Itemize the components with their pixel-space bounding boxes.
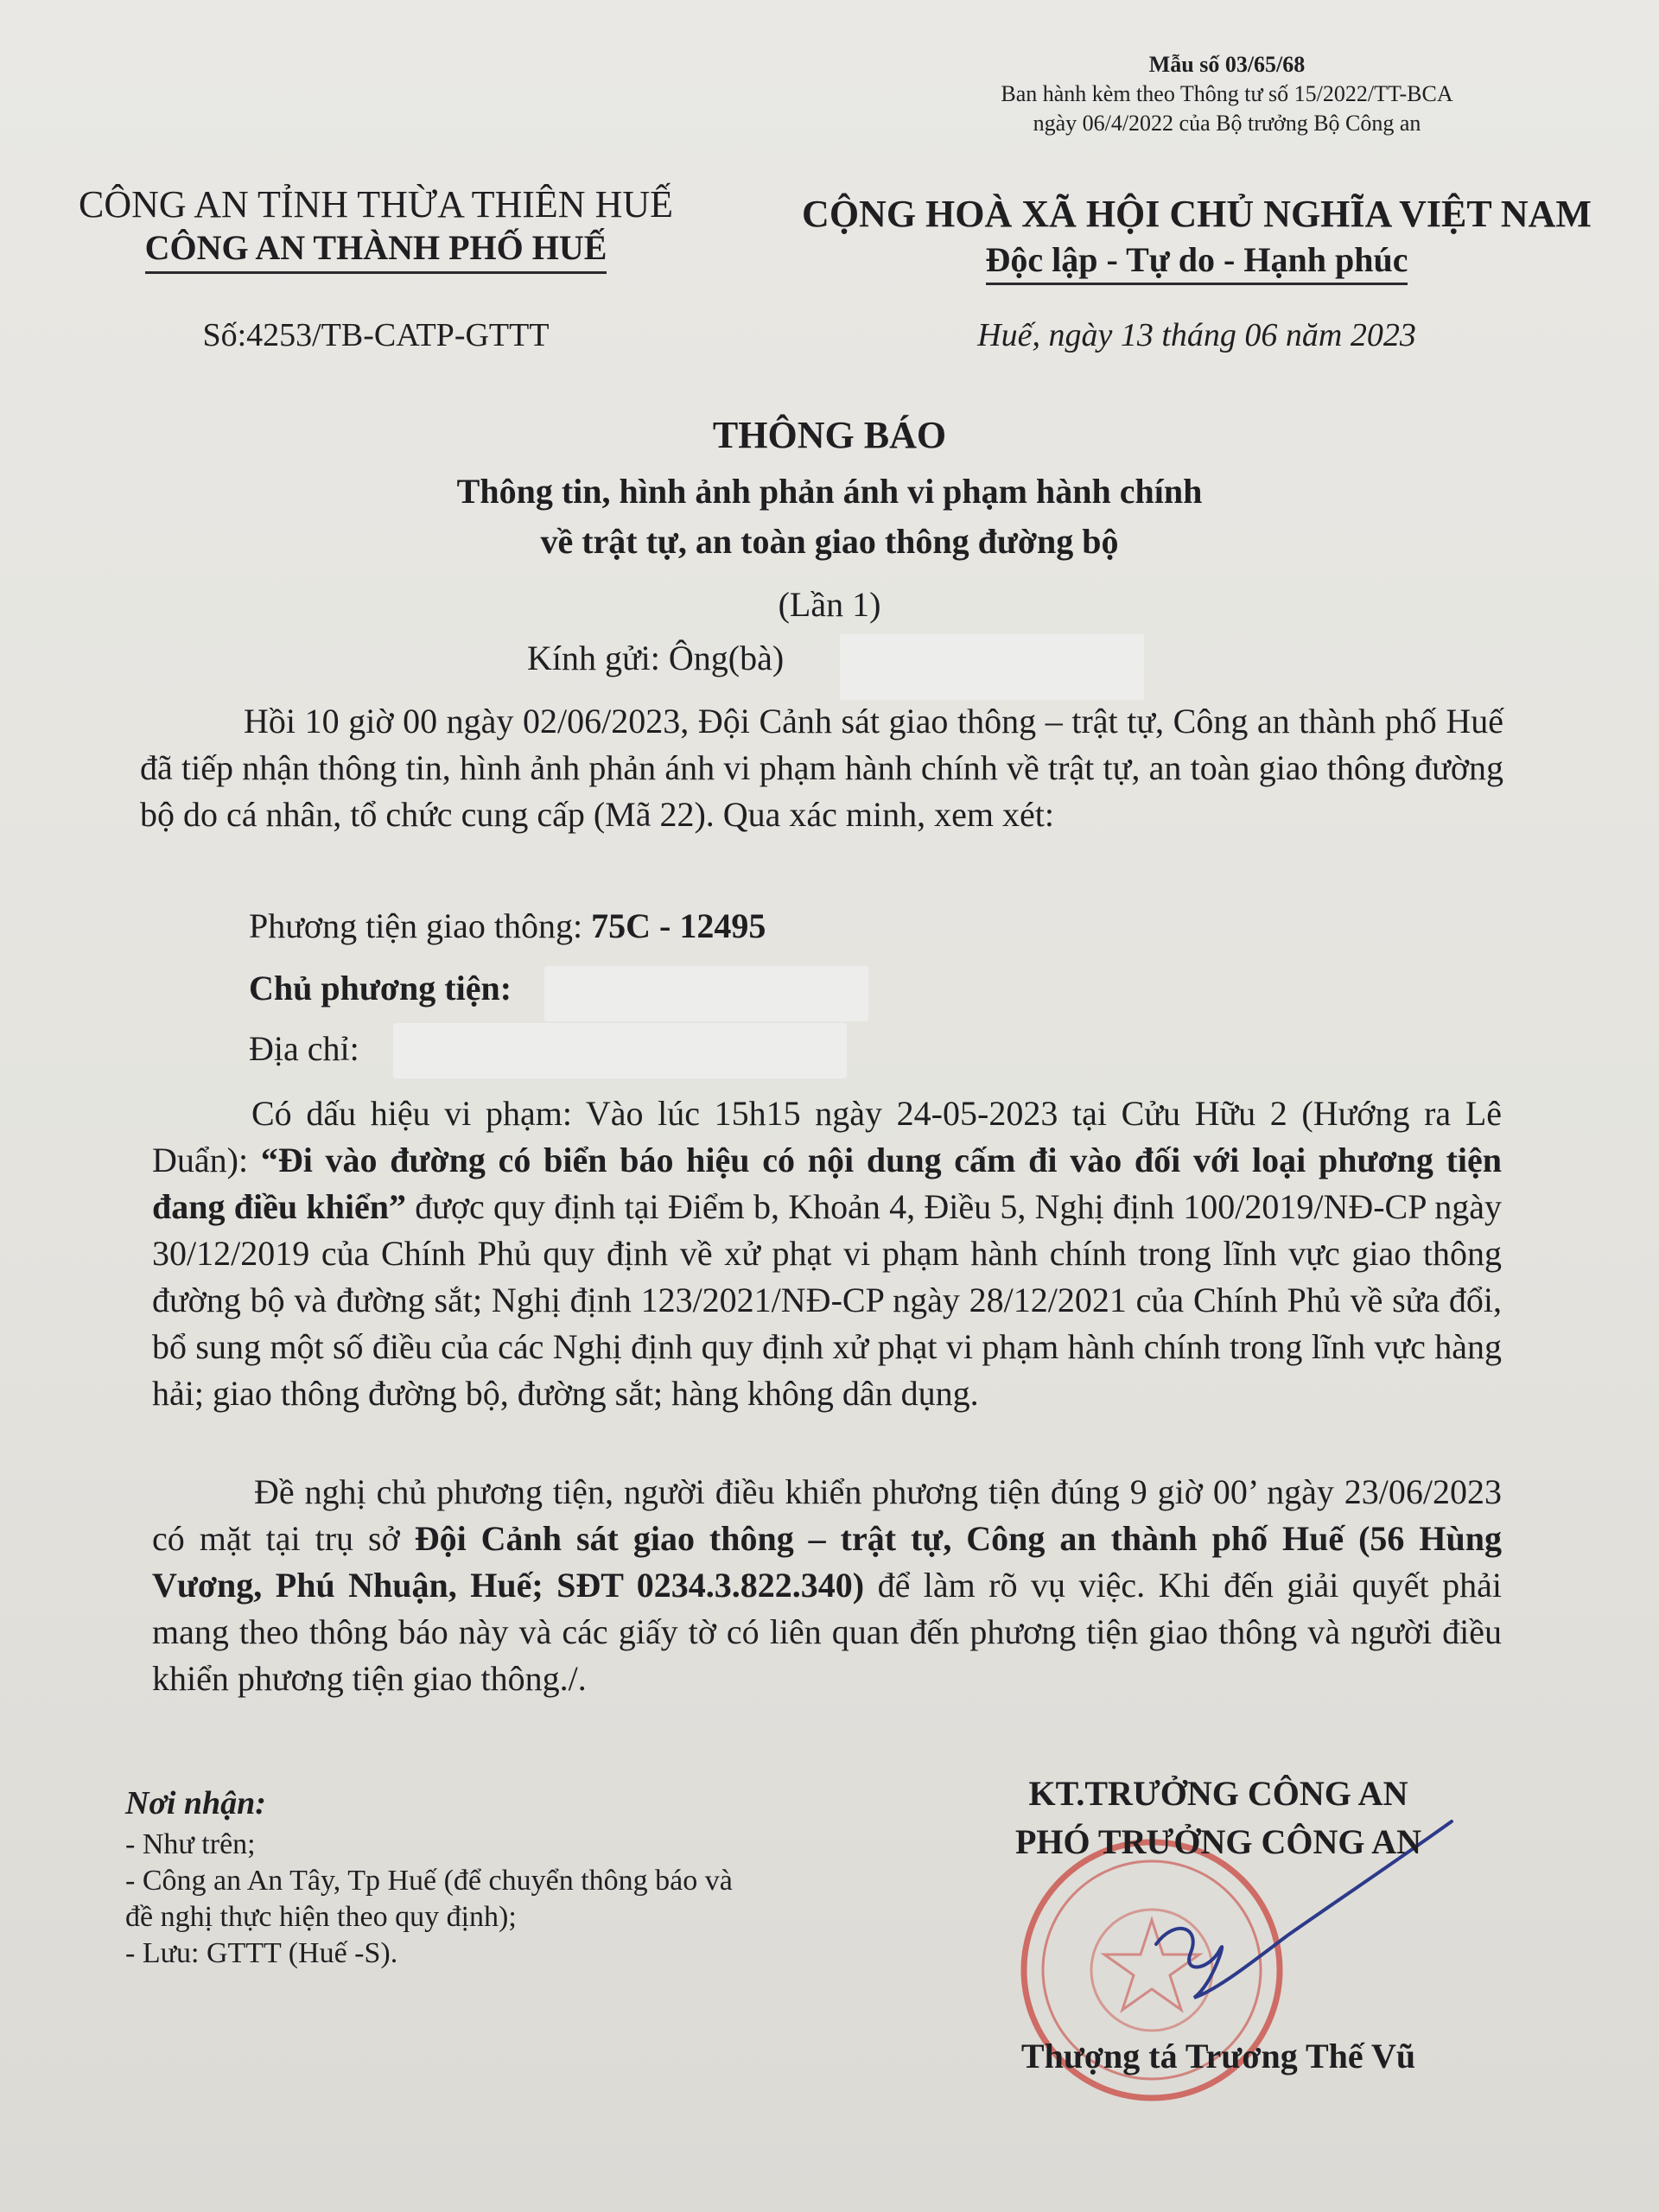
request-paragraph (152, 1469, 1502, 1702)
form-issuance-line: Ban hành kèm theo Thông tư số 15/2022/TT-BCA (1001, 81, 1453, 106)
subtitle-line-1: Thông tin, hình ảnh phản ánh vi phạm hành chính (456, 472, 1203, 511)
intro-paragraph (140, 698, 1503, 838)
signatory-title-line-2: PHÓ TRƯỞNG CÔNG AN (1014, 1822, 1422, 1861)
owner-field (249, 968, 512, 1008)
national-header (743, 192, 1650, 285)
issuing-agency-header (52, 183, 700, 274)
national-motto: Độc lập - Tự do - Hạnh phúc (986, 238, 1408, 285)
receiver-item: - Như trên; (125, 1828, 256, 1860)
violation-intro: Có dấu hiệu vi phạm: Vào lúc 15h15 ngày 24-05-2023 tại Cửu Hữu 2 (Hướng ra Lê Duẩn): (152, 1094, 1502, 1179)
recipient-redaction (840, 634, 1144, 700)
receivers-heading: Nơi nhận: (125, 1785, 266, 1821)
request-instructions: để làm rõ vụ việc. Khi đến giải quyết phải mang theo thông báo này và các giấy tờ có liên quan đến phương tiện giao thông và người điều khiển phương tiện giao thông./. (152, 1566, 1503, 1698)
motto-wrapper (743, 237, 1650, 285)
intro-text: Hồi 10 giờ 00 ngày 02/06/2023, Đội Cảnh sát giao thông – trật tự, Công an thành phố Huế đã tiếp nhận thông tin, hình ảnh phản ánh vi phạm hành chính về trật tự, an toàn giao thông đường bộ do cá nhân, tổ chức cung cấp (Mã 22). Qua xác minh, xem xét: (140, 702, 1503, 834)
document-subtitle (138, 467, 1521, 567)
receiver-item: - Lưu: GTTT (Huế -S). (125, 1937, 398, 1969)
owner-redaction (544, 966, 868, 1021)
form-code: Mẫu số 03/65/68 (1148, 52, 1306, 77)
receiver-item: - Công an An Tây, Tp Huế (để chuyển thông báo và đề nghị thực hiện theo quy định); (125, 1865, 733, 1933)
address-field (249, 1028, 359, 1069)
receivers-block (125, 1785, 903, 1972)
violation-description: “Đi vào đường có biển báo hiệu có nội dung cấm đi vào đối với loại phương tiện đang điều khiển” (152, 1141, 1502, 1226)
violation-paragraph (152, 1090, 1502, 1417)
recipient-label: Kính gửi: Ông(bà) (527, 639, 785, 677)
document-date: Huế, ngày 13 tháng 06 năm 2023 (977, 317, 1416, 353)
issuing-agency: CÔNG AN THÀNH PHỐ HUẾ (145, 226, 607, 274)
signatory-title-line-1: KT.TRƯỞNG CÔNG AN (1028, 1774, 1408, 1813)
nation-name: CỘNG HOÀ XÃ HỘI CHỦ NGHĨA VIỆT NAM (802, 193, 1592, 235)
vehicle-label: Phương tiện giao thông: (249, 906, 583, 945)
document-title: THÔNG BÁO (712, 414, 947, 456)
request-location: Đội Cảnh sát giao thông – trật tự, Công an thành phố Huế (56 Hùng Vương, Phú Nhuận, Huế; SĐT 0234.3.822.340) (152, 1519, 1503, 1605)
license-plate: 75C - 12495 (591, 906, 766, 945)
vehicle-field (249, 906, 766, 946)
issuing-agency-wrapper (52, 226, 700, 274)
signatory-title (959, 1770, 1478, 1866)
form-code-block (968, 50, 1486, 138)
address-label: Địa chỉ: (249, 1029, 359, 1068)
form-issuance-date: ngày 06/4/2022 của Bộ trưởng Bộ Công an (1033, 111, 1421, 136)
owner-label: Chủ phương tiện: (249, 969, 512, 1007)
parent-agency: CÔNG AN TỈNH THỪA THIÊN HUẾ (78, 183, 673, 226)
request-text: Đề nghị chủ phương tiện, người điều khiển phương tiện đúng 9 giờ 00’ ngày 23/06/2023 có mặt tại trụ sở (152, 1472, 1502, 1558)
subtitle-line-2: về trật tự, an toàn giao thông đường bộ (540, 522, 1119, 561)
document-number: Số:4253/TB-CATP-GTTT (202, 317, 550, 353)
notice-round: (Lần 1) (778, 585, 881, 624)
address-redaction (393, 1023, 847, 1078)
violation-legal-basis: được quy định tại Điểm b, Khoản 4, Điều 5, Nghị định 100/2019/NĐ-CP ngày 30/12/2019 của Chính Phủ quy định về xử phạt vi phạm hành chính trong lĩnh vực giao thông đường bộ và đường sắt; Nghị định 123/2021/NĐ-CP ngày 28/12/2021 của Chính Phủ về sửa đổi, bổ sung một số điều của các Nghị định quy định xử phạt vi phạm hành chính trong lĩnh vực hàng hải; giao thông đường bộ, đường sắt; hàng không dân dụng. (152, 1187, 1502, 1413)
signer-name: Thượng tá Trương Thế Vũ (1020, 2037, 1416, 2075)
